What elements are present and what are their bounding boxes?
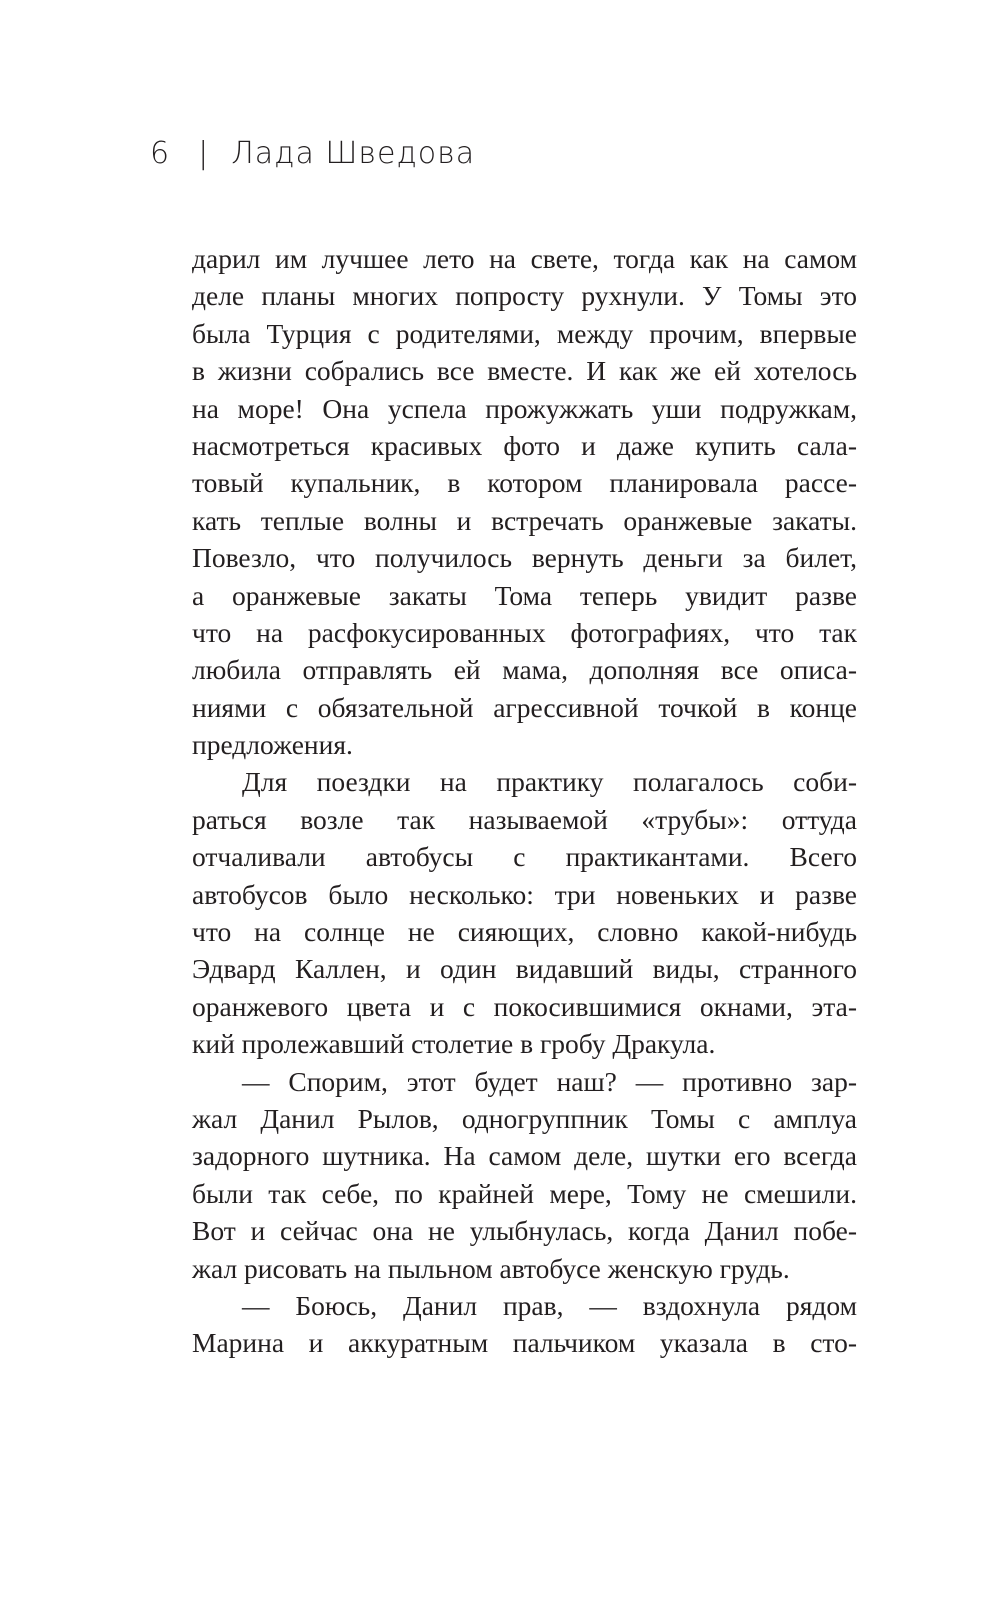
text-line: — Спорим, этот будет наш? — противно зар- bbox=[242, 1065, 857, 1097]
text-line: предложения. bbox=[192, 729, 353, 761]
text-line: отчаливали автобусы с практикантами. Всего bbox=[192, 841, 857, 873]
text-line: жал рисовать на пыльном автобусе женскую грудь. bbox=[192, 1252, 790, 1284]
page-number: 6 bbox=[150, 135, 171, 171]
text-line: раться возле так называемой «трубы»: оттуда bbox=[192, 803, 857, 835]
header-separator: | bbox=[198, 135, 210, 171]
body-text bbox=[192, 240, 857, 1362]
running-head bbox=[150, 128, 475, 178]
text-line: что на солнце не сияющих, словно какой-нибудь bbox=[192, 916, 857, 948]
text-line: Марина и аккуратным пальчиком указала в сто- bbox=[192, 1327, 857, 1359]
text-line: Повезло, что получилось вернуть деньги за билет, bbox=[192, 542, 857, 574]
author-name: Лада Шведова bbox=[231, 135, 476, 171]
text-line: автобусов было несколько: три новеньких и разве bbox=[192, 878, 857, 910]
text-line: на море! Она успела прожужжать уши подружкам, bbox=[192, 392, 857, 424]
text-line: что на расфокусированных фотографиях, что так bbox=[192, 616, 857, 648]
text-line: дарил им лучшее лето на свете, тогда как на самом bbox=[192, 243, 857, 274]
text-line: жал Данил Рылов, одногруппник Томы с амплуа bbox=[192, 1102, 857, 1134]
text-line: ниями с обязательной агрессивной точкой в конце bbox=[192, 691, 857, 723]
text-line: была Турция с родителями, между прочим, впервые bbox=[192, 317, 857, 349]
text-line: товый купальник, в котором планировала рассе- bbox=[192, 467, 857, 499]
text-line: были так себе, по крайней мере, Тому не смешили. bbox=[192, 1177, 857, 1209]
text-line: любила отправлять ей мама, дополняя все описа- bbox=[192, 654, 857, 686]
text-line: Вот и сейчас она не улыбнулась, когда Данил побе- bbox=[192, 1215, 857, 1247]
text-line: насмотреться красивых фото и даже купить сала- bbox=[192, 429, 857, 461]
text-line: — Боюсь, Данил прав, — вздохнула рядом bbox=[242, 1289, 857, 1321]
text-line: кий пролежавший столетие в гробу Дракула. bbox=[192, 1028, 716, 1060]
text-line: Эдвард Каллен, и один видавший виды, странного bbox=[192, 953, 857, 985]
text-line: деле планы многих попросту рухнули. У Томы это bbox=[192, 280, 857, 312]
text-line: в жизни собрались все вместе. И как же ей хотелось bbox=[192, 355, 857, 387]
text-line: задорного шутника. На самом деле, шутки его всегда bbox=[192, 1140, 857, 1172]
text-line: кать теплые волны и встречать оранжевые закаты. bbox=[192, 504, 857, 536]
text-line: оранжевого цвета и с покосившимися окнами, эта- bbox=[192, 990, 857, 1022]
text-line: а оранжевые закаты Тома теперь увидит разве bbox=[192, 579, 857, 611]
text-line: Для поездки на практику полагалось соби- bbox=[242, 766, 857, 798]
